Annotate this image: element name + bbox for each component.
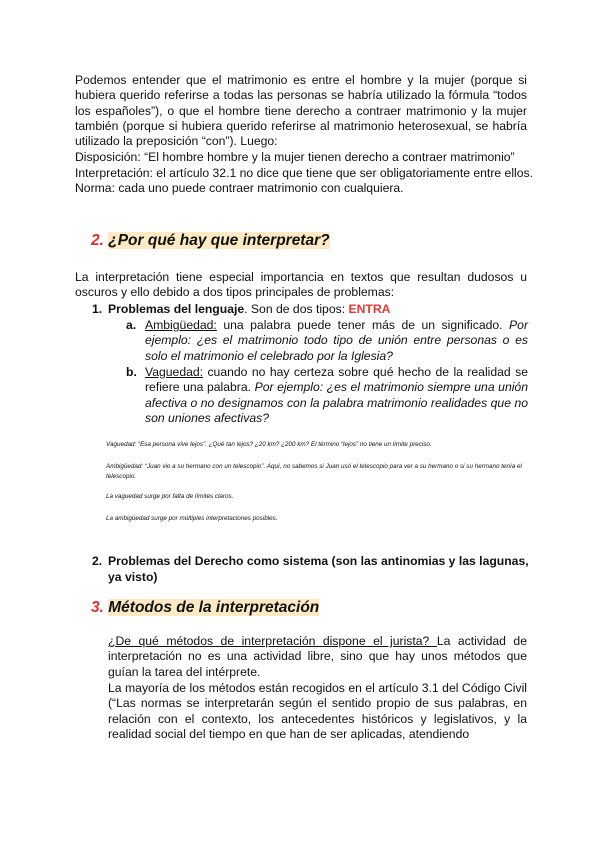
language-problems-rest: . Son de dos tipos: bbox=[244, 302, 349, 316]
norma-line: Norma: cada uno puede contraer matrimonio con cualquiera. bbox=[75, 181, 404, 195]
section-3-heading bbox=[91, 598, 319, 618]
section-2-heading bbox=[91, 231, 330, 251]
note-ambiguedad-summary: La ambigüedad surge por múltiples interpretaciones posibles. bbox=[106, 515, 278, 522]
law-problems-text: Problemas del Derecho como sistema (son las antinomias y las lagunas, ya visto) bbox=[108, 554, 529, 584]
vaguedad-text: cuando no hay certeza sobre qué hecho de la realidad se refiere una palabra. bbox=[145, 365, 528, 395]
note-vaguedad-summary: La vaguedad surge por falta de límites claros. bbox=[106, 493, 234, 500]
note-ambiguedad: Ambigüedad: “Juan vio a su hermano con un telescopio”. Aquí, no sabemos si Juan usó el telescopio para ver a su hermano o si su hermano tenía el telescopio. bbox=[106, 463, 522, 480]
methods-question-paragraph bbox=[108, 634, 527, 680]
sub-item-ambiguedad bbox=[126, 318, 528, 364]
language-problems-label: Problemas del lenguaje bbox=[108, 302, 245, 316]
entra-tag: ENTRA bbox=[348, 302, 391, 316]
sub-item-vaguedad bbox=[126, 365, 528, 426]
methods-question: ¿De qué métodos de interpretación dispone el jurista? bbox=[108, 634, 437, 648]
disposicion-line: Disposición: “El hombre hombre y la mujer tienen derecho a contraer matrimonio” bbox=[75, 150, 515, 164]
methods-question-rest: La actividad de interpretación no es una actividad libre, sino que hay unos métodos que guían la tarea del intérprete. bbox=[108, 634, 527, 679]
section-2-number: 2. bbox=[91, 232, 104, 249]
sub-item-letter: a. bbox=[126, 318, 137, 332]
interpretacion-line: Interpretación: el artículo 32.1 no dice que tiene que ser obligatoriamente entre ellos. bbox=[75, 166, 533, 180]
sub-item-letter: b. bbox=[126, 365, 137, 379]
section-2-paragraph: La interpretación tiene especial importancia en textos que resultan dudosos u oscuros y ello debido a dos tipos principales de problemas: bbox=[75, 270, 527, 300]
ambiguedad-term: Ambigüedad: bbox=[145, 318, 217, 332]
vaguedad-example: Por ejemplo: ¿es el matrimonio siempre una unión afectiva o no designamos con la palabra matrimonio realidades que no son uniones afectivas? bbox=[145, 380, 528, 425]
section-2-title: ¿Por qué hay que interpretar? bbox=[108, 232, 330, 249]
list-item-number: 1. bbox=[92, 302, 103, 316]
list-item-language-problems bbox=[92, 302, 390, 317]
vaguedad-term: Vaguedad: bbox=[145, 365, 204, 379]
list-item-law-problems bbox=[92, 553, 532, 585]
intro-paragraph: Podemos entender que el matrimonio es entre el hombre y la mujer (porque si hubiera querido referirse a todas las personas se habría utilizado la fórmula “todos los españoles”), o que el hombre tiene derecho a contraer matrimonio y la mujer también (porque si hubiera querido referirse al matrimonio heterosexual, se habría utilizado la preposición “con”). Luego: bbox=[75, 73, 527, 149]
note-vaguedad: Vaguedad: “Esa persona vive lejos”. ¿Qué tan lejos? ¿20 km? ¿200 km? El término “lejos” no tiene un límite preciso. bbox=[106, 441, 432, 448]
section-3-title: Métodos de la interpretación bbox=[108, 599, 320, 616]
section-3-number: 3. bbox=[91, 599, 104, 616]
ambiguedad-example: Por ejemplo: ¿es el matrimonio todo tipo de unión entre personas o es solo el matrimonio el celebrado por la Iglesia? bbox=[145, 318, 528, 363]
ambiguedad-text: una palabra puede tener más de un significado. bbox=[216, 318, 510, 332]
methods-paragraph-2: La mayoría de los métodos están recogidos en el artículo 3.1 del Código Civil (“Las normas se interpretarán según el sentido propio de sus palabras, en relación con el contexto, los antecedentes históricos y legislativos, y la realidad social del tiempo en que han de ser aplicadas, atendiendo bbox=[108, 681, 527, 741]
list-item-number: 2. bbox=[92, 554, 103, 568]
